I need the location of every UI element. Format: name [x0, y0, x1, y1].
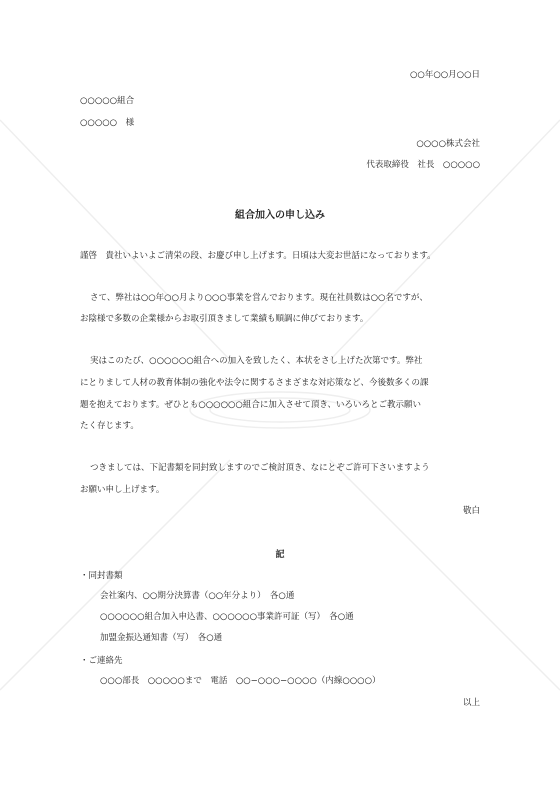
recipient-name: ○○○○○ 様 [80, 118, 135, 128]
paragraph-line: お陰様で多数の企業様からお取引頂きまして業績も順調に伸びております。 [80, 314, 369, 324]
sender-company: ○○○○株式会社 [416, 139, 480, 149]
contact-heading: ・ご連絡先 [80, 656, 123, 666]
recipient-org: ○○○○○組合 [80, 96, 135, 106]
date: ○○年○○月○○日 [409, 70, 480, 80]
paragraph-line: つきましては、下記書類を同封致しますのでご検討頂き、なにとぞご許可下さいますよう [90, 463, 430, 473]
paragraph-line: 実はこのたび、○○○○○○組合への加入を致したく、本状をさし上げた次第です。弊社 [90, 356, 423, 366]
paragraph-line: たく存じます。 [80, 421, 139, 431]
ki-heading: 記 [275, 550, 285, 560]
contact-line: ○○○部長 ○○○○○まで 電話 ○○−○○○−○○○○（内線○○○○） [100, 676, 381, 686]
enclosures-heading: ・同封書類 [80, 571, 123, 581]
paragraph-line: さて、弊社は○○年○○月より○○○事業を営んでおります。現在社員数は○○名ですが、 [90, 293, 428, 303]
closing: 敬白 [462, 506, 480, 516]
end-mark: 以上 [462, 698, 480, 708]
enclosure-item: 加盟金振込通知書（写） 各○通 [100, 633, 223, 643]
document-title: 組合加入の申し込み [235, 210, 325, 221]
sender-title: 代表取締役 社長 ○○○○○ [366, 160, 480, 170]
enclosure-item: ○○○○○○組合加入申込書、○○○○○○事業許可証（写） 各○通 [100, 612, 354, 622]
paragraph-line: 題を抱えております。ぜひとも○○○○○○組合に加入させて頂き、いろいろとご教示願い [80, 400, 421, 410]
greeting: 謹啓 貴社いよいよご清栄の段、お慶び申し上げます。日頃は大変お世話になっております。 [80, 251, 436, 261]
enclosure-item: 会社案内、○○期分決算書（○○年分より） 各○通 [100, 591, 295, 601]
paragraph-line: お願い申し上げます。 [80, 485, 165, 495]
paragraph-line: にとりまして人材の教育体制の強化や法令に関するさまざまな対応策など、今後数多くの課 [80, 378, 429, 388]
watermark-line [330, 460, 560, 690]
